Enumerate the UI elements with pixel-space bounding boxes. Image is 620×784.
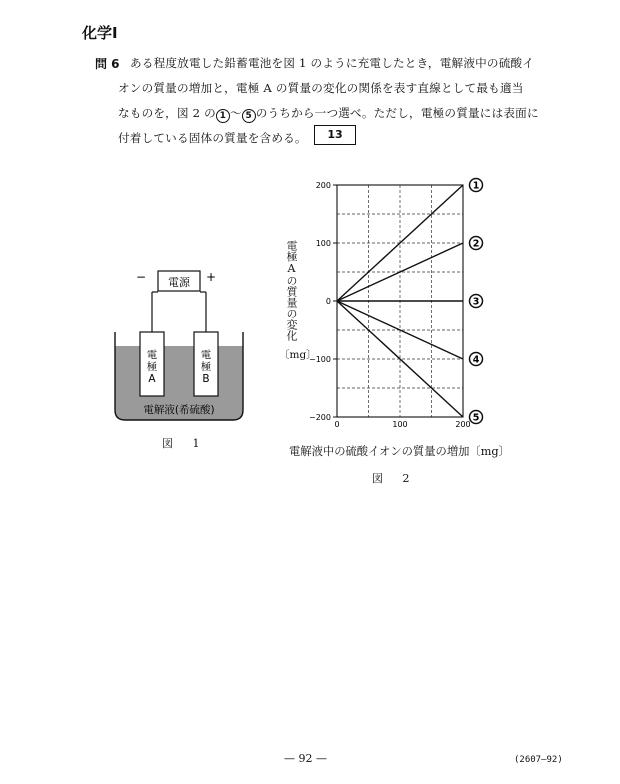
y-tick-label: −200 [309, 413, 331, 422]
y-tick-label: −100 [309, 355, 331, 364]
subject-title: 化学Ⅰ [82, 24, 118, 42]
electrode-b-char-2: 極 [200, 361, 212, 373]
electrode-a-char-2: 極 [146, 361, 158, 373]
question-line-1: ある程度放電した鉛蓄電池を図 1 のように充電したとき，電解液中の硫酸イ [130, 56, 535, 70]
question-line-2: オンの質量の増加と，電極 A の質量の変化の関係を表す直線として最も適当 [118, 81, 524, 95]
x-tick-label: 0 [334, 420, 340, 429]
minus-sign: − [136, 270, 147, 284]
power-source-label: 電源 [168, 276, 190, 289]
electrode-a-char-3: A [148, 373, 156, 385]
page-number: — 92 — [284, 752, 327, 765]
y-axis-label: 電極Aの質量の変化 [285, 240, 298, 341]
answer-box[interactable]: 13 [314, 125, 356, 145]
electrode-a-char-1: 電 [146, 349, 158, 361]
choice-1-marker: 1 [216, 109, 230, 123]
electrode-b-char-1: 電 [200, 349, 212, 361]
x-tick-label: 100 [392, 420, 408, 429]
series-label-3: 3 [472, 296, 480, 308]
page-code: (2607—92) [514, 755, 563, 765]
question-number: 問 6 [95, 57, 120, 71]
x-tick-label: 200 [455, 420, 471, 429]
y-tick-label: 100 [315, 239, 331, 248]
figure-2-chart [300, 170, 500, 440]
y-tick-label: 0 [325, 297, 331, 306]
question-line-4: 付着している固体の質量を含める。 [118, 131, 307, 145]
tilde: ～ [229, 106, 242, 120]
series-label-1: 1 [472, 180, 480, 192]
question-line-3-post: のうちから一つ選べ。ただし，電極の質量には表面に [255, 106, 539, 120]
y-tick-label: 200 [315, 181, 331, 190]
series-label-5: 5 [472, 412, 480, 424]
electrode-b-char-3: B [202, 373, 210, 385]
y-axis-unit: 〔mg〕 [279, 349, 317, 361]
electrolyte-label: 電解液(希硫酸) [143, 404, 215, 416]
figure-1-diagram [100, 262, 260, 427]
series-label-4: 4 [472, 354, 480, 366]
figure-1-caption: 図 1 [162, 437, 208, 450]
question-line-3-pre: なものを，図 2 の [118, 106, 216, 120]
figure-2-caption: 図 2 [372, 472, 418, 485]
question-line-3 [118, 105, 539, 123]
series-label-2: 2 [472, 238, 480, 250]
plus-sign: + [206, 270, 217, 284]
x-axis-label: 電解液中の硫酸イオンの質量の増加〔mg〕 [289, 445, 510, 458]
choice-5-marker: 5 [242, 109, 256, 123]
